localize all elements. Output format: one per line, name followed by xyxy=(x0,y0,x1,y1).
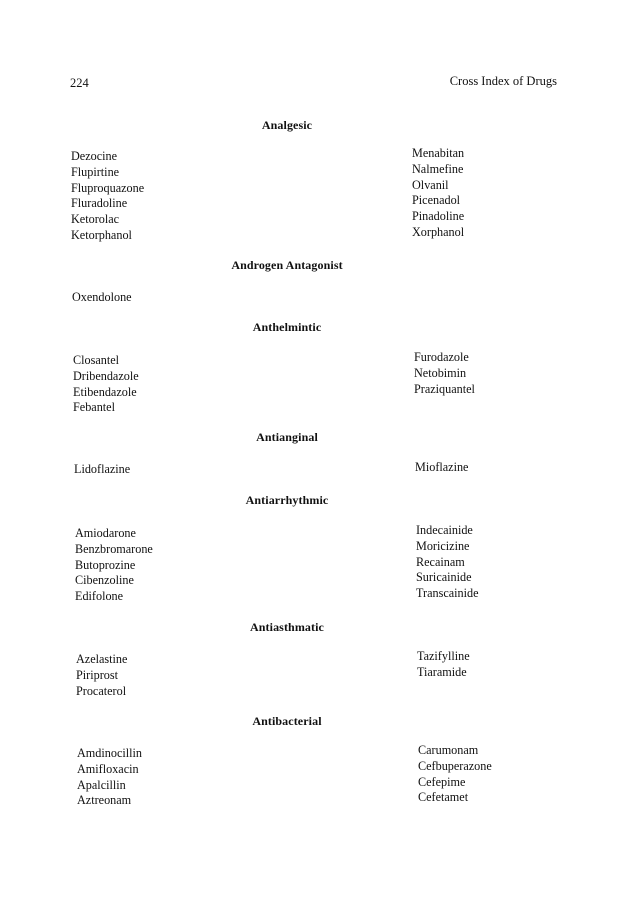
left-drug-column xyxy=(71,149,144,244)
drug-name: Menabitan xyxy=(412,146,465,160)
drug-name: Recainam xyxy=(416,554,465,569)
section-heading: Antiarrhythmic xyxy=(245,493,329,507)
drug-name: Lidoflazine xyxy=(74,462,131,476)
section-heading: Anthelmintic xyxy=(252,320,322,334)
drug-name: Piriprost xyxy=(76,667,118,682)
drug-name: Netobimin xyxy=(414,365,467,380)
drug-name: Azelastine xyxy=(76,652,128,666)
drug-name: Fluradoline xyxy=(71,196,128,211)
drug-name: Suricainide xyxy=(416,570,472,585)
drug-name: Etibendazole xyxy=(73,384,137,399)
drug-name: Furodazole xyxy=(414,350,469,364)
drug-name: Amdinocillin xyxy=(77,746,142,760)
drug-name: Ketorphanol xyxy=(71,227,132,242)
drug-name: Indecainide xyxy=(416,523,473,537)
running-head: Cross Index of Drugs xyxy=(449,74,557,88)
drug-name: Apalcillin xyxy=(77,777,126,792)
left-drug-column xyxy=(77,746,142,809)
right-drug-column xyxy=(415,460,468,476)
left-drug-column xyxy=(76,652,127,699)
drug-name: Cefetamet xyxy=(418,790,469,805)
drug-name: Procaterol xyxy=(76,683,127,698)
drug-name: Olvanil xyxy=(412,177,449,192)
drug-name: Aztreonam xyxy=(77,793,132,808)
drug-name: Closantel xyxy=(73,353,120,367)
drug-name: Oxendolone xyxy=(72,290,132,304)
page-number: 224 xyxy=(70,76,89,90)
drug-name: Carumonam xyxy=(418,743,479,757)
right-drug-column xyxy=(418,743,492,806)
left-drug-column xyxy=(72,290,132,306)
drug-name: Moricizine xyxy=(416,538,470,553)
left-drug-column xyxy=(75,526,153,605)
drug-name: Edifolone xyxy=(75,589,124,604)
drug-name: Fluproquazone xyxy=(71,180,145,195)
drug-name: Cefepime xyxy=(418,774,466,789)
right-drug-column xyxy=(416,523,479,602)
drug-name: Butoprozine xyxy=(75,557,136,572)
drug-name: Xorphanol xyxy=(412,224,465,239)
drug-name: Pinadoline xyxy=(412,209,465,224)
drug-name: Tazifylline xyxy=(417,649,470,663)
right-drug-column xyxy=(414,350,475,397)
right-drug-column xyxy=(417,649,470,681)
section-heading: Antibacterial xyxy=(252,714,322,728)
drug-name: Amifloxacin xyxy=(77,761,139,776)
drug-name: Dribendazole xyxy=(73,368,139,383)
drug-name: Picenadol xyxy=(412,193,461,208)
drug-name: Tiaramide xyxy=(417,664,467,679)
left-drug-column xyxy=(74,462,130,478)
drug-name: Transcainide xyxy=(416,586,479,601)
section-heading: Antiasthmatic xyxy=(250,620,324,634)
right-drug-column xyxy=(412,146,464,241)
drug-name: Amiodarone xyxy=(75,526,136,540)
drug-name: Dezocine xyxy=(71,149,118,163)
drug-name: Praziquantel xyxy=(414,381,475,396)
section-heading: Androgen Antagonist xyxy=(231,258,343,272)
drug-name: Flupirtine xyxy=(71,164,120,179)
drug-name: Cibenzoline xyxy=(75,573,134,588)
drug-name: Mioflazine xyxy=(415,460,469,474)
drug-name: Benzbromarone xyxy=(75,541,153,556)
left-drug-column xyxy=(73,353,139,416)
drug-name: Ketorolac xyxy=(71,212,120,227)
section-heading: Analgesic xyxy=(261,118,313,132)
section-heading: Antianginal xyxy=(256,430,318,444)
drug-name: Febantel xyxy=(73,400,115,415)
drug-name: Cefbuperazone xyxy=(418,758,492,773)
drug-name: Nalmefine xyxy=(412,161,464,176)
